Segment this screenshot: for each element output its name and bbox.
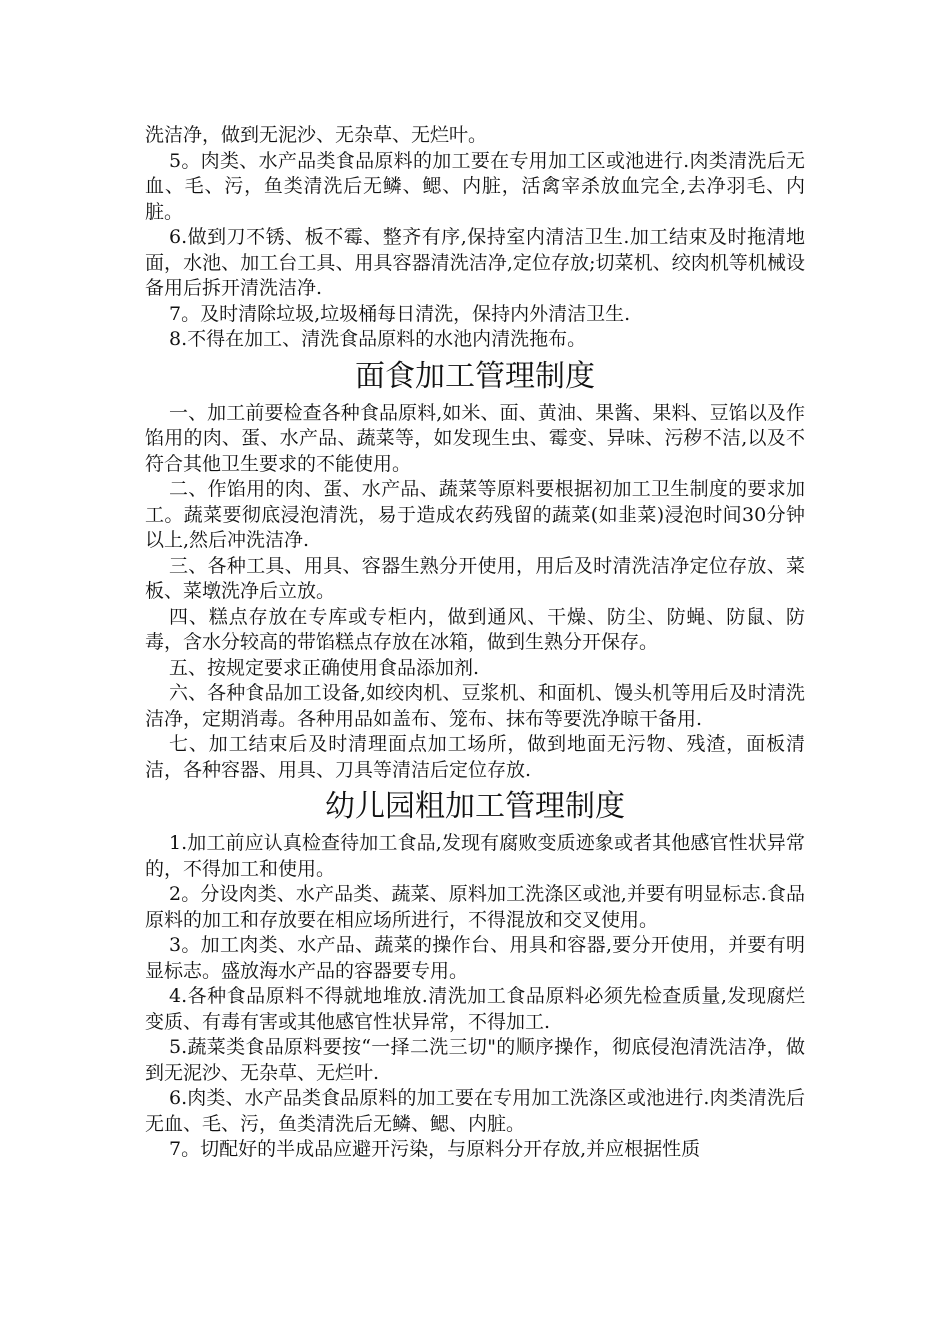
- section-title-noodle-processing: 面食加工管理制度: [355, 358, 595, 394]
- paragraph: 6.肉类、水产品类食品原料的加工要在专用加工洗涤区或池进行.肉类清洗后无血、毛、污，鱼类清洗后无鳞、鳃、内脏。: [145, 1087, 805, 1135]
- paragraph: 洗洁净，做到无泥沙、无杂草、无烂叶。: [145, 124, 488, 146]
- paragraph: 五、按规定要求正确使用食品添加剂.: [169, 656, 480, 679]
- paragraph: 6.做到刀不锈、板不霉、整齐有序,保持室内清洁卫生.加工结束及时拖清地面，水池、加工台工具、用具容器清洗洁净,定位存放;切菜机、绞肉机等机械设备用后拆开清洗洁净.: [145, 226, 805, 299]
- paragraph: 8.不得在加工、清洗食品原料的水池内清洗拖布。: [169, 328, 587, 350]
- paragraph: 7。及时清除垃圾,垃圾桶每日清洗，保持内外清洁卫生.: [169, 302, 631, 325]
- document-page: [145, 123, 805, 1163]
- paragraph: 七、加工结束后及时清理面点加工场所，做到地面无污物、残渣，面板清洁，各种容器、用具、刀具等清洁后定位存放.: [145, 733, 805, 781]
- paragraph: 2。分设肉类、水产品类、蔬菜、原料加工洗涤区或池,并要有明显标志.食品原料的加工和存放要在相应场所进行，不得混放和交叉使用。: [145, 883, 805, 931]
- paragraph: 二、作馅用的肉、蛋、水产品、蔬菜等原料要根据初加工卫生制度的要求加工。蔬菜要彻底浸泡清洗，易于造成农药残留的蔬菜(如韭菜)浸泡时间30分钟以上,然后冲洗洁净.: [145, 478, 805, 551]
- section-title-kindergarten-rough-processing: 幼儿园粗加工管理制度: [325, 789, 625, 824]
- paragraph: 六、各种食品加工设备,如绞肉机、豆浆机、和面机、馒头机等用后及时清洗洁净，定期消毒。各种用品如盖布、笼布、抹布等要洗净晾干备用.: [145, 682, 805, 730]
- paragraph: 7。切配好的半成品应避开污染，与原料分开存放,并应根据性质: [169, 1138, 701, 1160]
- paragraph: 3。加工肉类、水产品、蔬菜的操作台、用具和容器,要分开使用，并要有明显标志。盛放海水产品的容器要专用。: [145, 934, 805, 982]
- paragraph: 一、加工前要检查各种食品原料,如米、面、黄油、果酱、果料、豆馅以及作馅用的肉、蛋、水产品、蔬菜等，如发现生虫、霉变、异味、污秽不洁,以及不符合其他卫生要求的不能使用。: [145, 401, 805, 475]
- paragraph: 5.蔬菜类食品原料要按“一择二洗三切"的顺序操作，彻底侵泡清洗洁净，做到无泥沙、无杂草、无烂叶.: [145, 1036, 805, 1084]
- paragraph: 4.各种食品原料不得就地堆放.清洗加工食品原料必须先检查质量,发现腐烂变质、有毒有害或其他感官性状异常，不得加工.: [145, 985, 805, 1033]
- paragraph: 5。肉类、水产品类食品原料的加工要在专用加工区或池进行.肉类清洗后无血、毛、污，鱼类清洗后无鳞、鳃、内脏，活禽宰杀放血完全,去净羽毛、内脏。: [145, 149, 805, 223]
- paragraph: 四、糕点存放在专库或专柜内，做到通风、干燥、防尘、防蝇、防鼠、防毒，含水分较高的带馅糕点存放在冰箱，做到生熟分开保存。: [145, 605, 805, 653]
- paragraph: 三、各种工具、用具、容器生熟分开使用，用后及时清洗洁净定位存放、菜板、菜墩洗净后立放。: [145, 554, 805, 602]
- paragraph: 1.加工前应认真检查待加工食品,发现有腐败变质迹象或者其他感官性状异常的，不得加工和使用。: [145, 832, 805, 880]
